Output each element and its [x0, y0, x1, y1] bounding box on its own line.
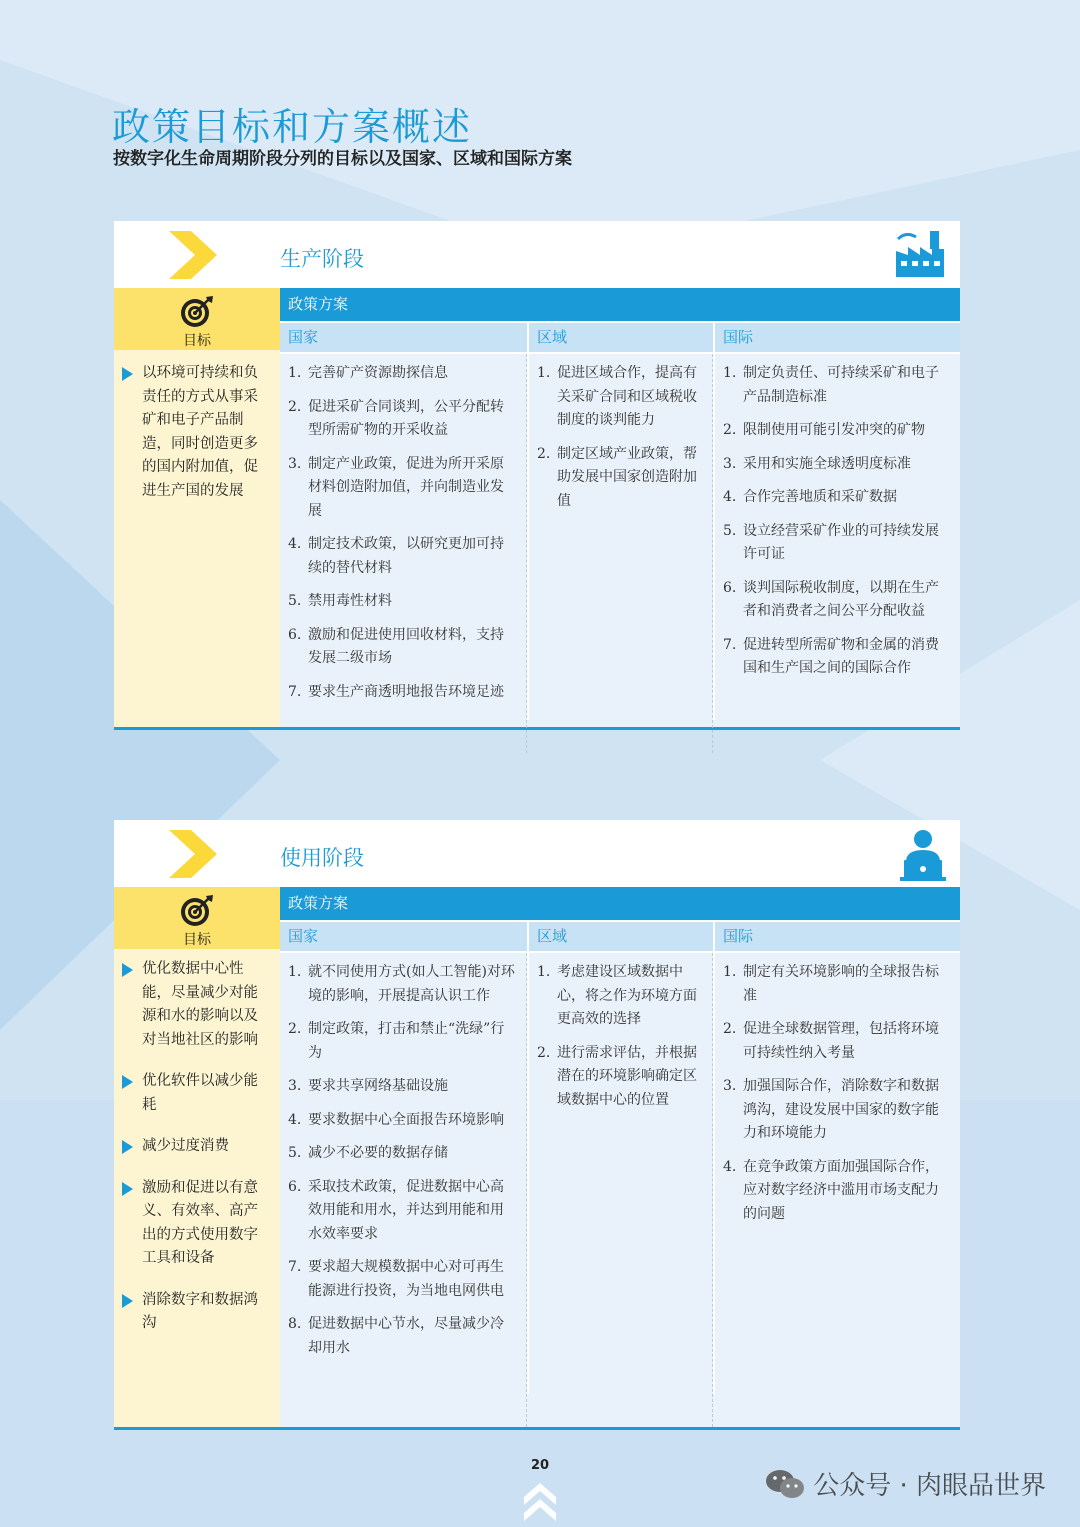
list-item: 4. 在竞争政策方面加强国际合作，应对数字经济中滥用市场支配力的问题: [723, 1158, 939, 1222]
goal-column: [114, 288, 280, 727]
section-grid: [114, 288, 960, 727]
policy-header: 政策方案: [280, 887, 960, 920]
policy-header: 政策方案: [280, 288, 960, 321]
policy-columns: [280, 920, 960, 1394]
chevron-icon: [169, 830, 219, 878]
regional-list: [529, 354, 712, 529]
goal-item: 激励和促进以有意义、有效率、高产出的方式使用数字工具和设备: [122, 1177, 270, 1271]
policy-column: [280, 887, 960, 1427]
chevron-up-icon: [524, 1483, 556, 1523]
page-title: 政策目标和方案概述: [112, 105, 473, 149]
list-item: 2. 进行需求评估，并根据潜在的环境影响确定区域数据中心的位置: [537, 1044, 697, 1108]
list-item: 3. 要求共享网络基础设施: [288, 1078, 448, 1094]
goal-header: [114, 887, 280, 949]
list-item: 5. 减少不必要的数据存储: [288, 1145, 448, 1161]
list-item: 1. 考虑建设区域数据中心，将之作为环境方面更高效的选择: [537, 964, 697, 1027]
list-item: 5. 禁用毒性材料: [288, 593, 392, 609]
list-item: 2. 限制使用可能引发冲突的矿物: [723, 422, 925, 438]
column-heading: 区域: [529, 920, 713, 953]
list-item: 1. 制定有关环境影响的全球报告标准: [723, 964, 939, 1004]
list-item: 3. 加强国际合作，消除数字和数据鸿沟，建设发展中国家的数字能力和环境能力: [723, 1078, 939, 1141]
goal-column: [114, 887, 280, 1427]
policy-columns: [280, 321, 960, 700]
list-item: 2. 制定政策，打击和禁止“洗绿”行为: [288, 1021, 505, 1061]
page-subtitle: 按数字化生命周期阶段分列的目标以及国家、区域和国际方案: [113, 149, 572, 169]
section-title: 使用阶段: [280, 846, 364, 870]
list-item: 6. 谈判国际税收制度，以期在生产者和消费者之间公平分配收益: [723, 579, 939, 619]
factory-icon: [894, 229, 946, 279]
goal-list: [114, 949, 280, 1364]
list-item: 3. 制定产业政策，促进为所开采原材料创造附加值，并向制造业发展: [288, 455, 504, 519]
list-item: 7. 要求超大规模数据中心对可再生能源进行投资，为当地电网供电: [288, 1259, 504, 1299]
list-item: 1. 促进区域合作，提高有关采矿合同和区域税收制度的谈判能力: [537, 365, 697, 428]
wechat-icon: [765, 1467, 805, 1501]
goal-label: 目标: [183, 932, 211, 948]
goal-item: 以环境可持续和负责任的方式从事采矿和电子产品制造，同时创造更多的国内附加值，促进生产国的发展: [122, 362, 270, 503]
user-laptop-icon: [900, 828, 946, 882]
national-list: [280, 953, 526, 1376]
national-list: [280, 354, 526, 720]
national-column: [280, 920, 527, 1394]
national-column: [280, 321, 527, 720]
column-heading: 国际: [715, 321, 960, 354]
list-item: 4. 合作完善地质和采矿数据: [723, 489, 897, 505]
policy-column: [280, 288, 960, 727]
list-item: 6. 采取技术政策，促进数据中心高效用能和用水，并达到用能和用水效率要求: [288, 1178, 504, 1242]
regional-column: [527, 321, 713, 720]
section-title: 生产阶段: [280, 247, 364, 271]
international-column: [713, 920, 960, 1394]
list-item: 2. 促进全球数据管理，包括将环境可持续性纳入考量: [723, 1021, 939, 1061]
target-icon: [180, 295, 214, 329]
chevron-icon: [169, 231, 219, 279]
goal-label: 目标: [183, 333, 211, 349]
section-grid: [114, 887, 960, 1427]
section-header: [114, 221, 960, 288]
column-heading: 国家: [280, 920, 527, 953]
list-item: 4. 制定技术政策，以研究更加可持续的替代材料: [288, 536, 504, 576]
goal-item: 消除数字和数据鸿沟: [122, 1289, 270, 1336]
list-item: 3. 采用和实施全球透明度标准: [723, 455, 911, 472]
section-header: [114, 820, 960, 887]
section-use: [114, 820, 960, 1430]
list-item: 8. 促进数据中心节水，尽量减少冷却用水: [288, 1316, 504, 1356]
list-item: 7. 要求生产商透明地报告环境足迹: [288, 683, 504, 700]
goal-header: [114, 288, 280, 350]
international-list: [715, 354, 960, 697]
goal-item: 减少过度消费: [122, 1135, 270, 1159]
list-item: 1. 制定负责任、可持续采矿和电子产品制造标准: [723, 365, 939, 405]
list-item: 7. 促进转型所需矿物和金属的消费国和生产国之间的国际合作: [723, 636, 939, 676]
column-heading: 区域: [529, 321, 713, 354]
goal-item: 优化软件以减少能耗: [122, 1070, 270, 1117]
column-heading: 国家: [280, 321, 527, 354]
list-item: 2. 制定区域产业政策，帮助发展中国家创造附加值: [537, 445, 697, 509]
international-column: [713, 321, 960, 720]
goal-item: 优化数据中心性能，尽量减少对能源和水的影响以及对当地社区的影响: [122, 958, 270, 1052]
target-icon: [180, 894, 214, 928]
goal-list: [114, 350, 280, 531]
column-heading: 国际: [715, 920, 960, 953]
list-item: 5. 设立经营采矿作业的可持续发展许可证: [723, 522, 939, 562]
list-item: 4. 要求数据中心全面报告环境影响: [288, 1111, 504, 1128]
page-number: 20: [530, 1458, 550, 1473]
regional-column: [527, 920, 713, 1394]
watermark-text: 公众号 · 肉眼品世界: [813, 1471, 1046, 1501]
list-item: 6. 激励和促进使用回收材料，支持发展二级市场: [288, 626, 504, 666]
list-item: 1. 就不同使用方式(如人工智能)对环境的影响，开展提高认识工作: [288, 964, 515, 1004]
regional-list: [529, 953, 712, 1128]
list-item: 2. 促进采矿合同谈判，公平分配转型所需矿物的开采收益: [288, 398, 504, 438]
list-item: 1. 完善矿产资源勘探信息: [288, 365, 448, 381]
watermark: [765, 1465, 1046, 1502]
section-production: [114, 221, 960, 730]
international-list: [715, 953, 960, 1242]
